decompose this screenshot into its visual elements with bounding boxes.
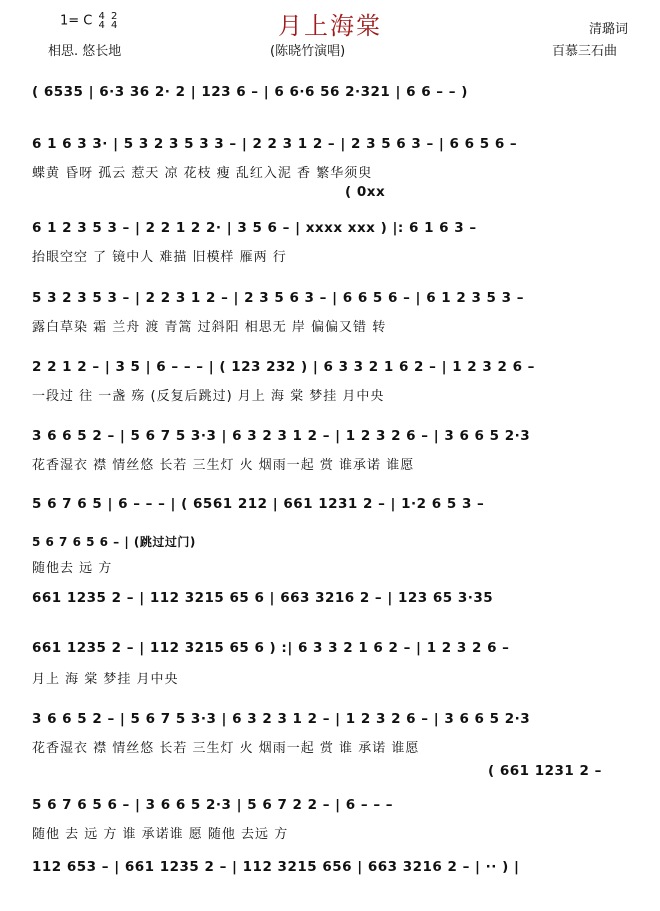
score-line-6: 3 6 6 5 2 – | 5 6 7 5 3·3 | 6 3 2 3 1 2 – | 1 2 3 2 6 – | 3 6 6 5 2·3 — [32, 428, 531, 444]
score-line-10: 661 1235 2 – | 112 3215 65 6 ) :| 6 3 3 2 1 6 2 – | 1 2 3 2 6 – — [32, 640, 510, 656]
meter1-top: 4 — [98, 11, 105, 22]
key-text: 1= C — [60, 13, 93, 29]
score-line-3: 6 1 2 3 5 3 – | 2 2 1 2 2· | 3 5 6 – | xxxx xxx ) |: 6 1 6 3 – — [32, 220, 477, 236]
meter2-top: 2 — [111, 11, 118, 22]
composer: 百慕三石曲 — [552, 44, 618, 59]
score-line-13: 112 653 – | 661 1235 2 – | 112 3215 656 | 663 3216 2 – | ·· ) | — [32, 859, 520, 875]
score-line-4: 5 3 2 3 5 3 – | 2 2 3 1 2 – | 2 3 5 6 3 – | 6 6 5 6 – | 6 1 2 3 5 3 – — [32, 290, 524, 306]
score-line-8: 5 6 7 6 5 6 – | (跳过过门) — [32, 535, 196, 549]
score-line-9: 661 1235 2 – | 112 3215 65 6 | 663 3216 2 – | 123 65 3·35 — [32, 590, 494, 606]
lyricist: 清璐词 — [589, 22, 629, 37]
score-line-12: 5 6 7 6 5 6 – | 3 6 6 5 2·3 | 5 6 7 2 2 – | 6 – – – — [32, 797, 394, 813]
song-title: 月上海棠 — [278, 12, 382, 40]
score-line-11-suffix: ( 661 1231 2 – — [488, 763, 602, 779]
lyric-line-6: 花香湿衣 襟 情丝悠 长若 三生灯 火 烟雨一起 赏 谁承诺 谁愿 — [32, 458, 415, 473]
score-line-2: 6 1 6 3 3· | 5 3 2 3 5 3 3 – | 2 2 3 1 2 – | 2 3 5 6 3 – | 6 6 5 6 – — [32, 136, 518, 152]
lyric-line-11: 花香湿衣 襟 情丝悠 长若 三生灯 火 烟雨一起 赏 谁 承诺 谁愿 — [32, 741, 420, 756]
score-line-5: 2 2 1 2 – | 3 5 | 6 – – – | ( 123 232 ) | 6 3 3 2 1 6 2 – | 1 2 3 2 6 – — [32, 359, 535, 375]
lyric-line-10: 月上 海 棠 梦挂 月中央 — [32, 672, 179, 687]
lyric-line-3: 抬眼空空 了 镜中人 难描 旧模样 雁两 行 — [32, 250, 287, 265]
score-line-7: 5 6 7 6 5 | 6 – – – | ( 6561 212 | 661 1231 2 – | 1·2 6 5 3 – — [32, 496, 485, 512]
score-line-3-prefix: ( 0xx — [345, 184, 386, 200]
meter1-bottom: 4 — [98, 20, 105, 31]
lyric-line-12: 随他 去 远 方 谁 承诺谁 愿 随他 去远 方 — [32, 827, 289, 842]
score-line-11: 3 6 6 5 2 – | 5 6 7 5 3·3 | 6 3 2 3 1 2 – | 1 2 3 2 6 – | 3 6 6 5 2·3 — [32, 711, 531, 727]
tempo-expression: 相思. 悠长地 — [48, 44, 122, 59]
lyric-line-5: 一段过 往 一盏 殇 (反复后跳过) 月上 海 棠 梦挂 月中央 — [32, 389, 385, 404]
singer: (陈晓竹演唱) — [270, 44, 346, 59]
lyric-line-4: 露白草染 霜 兰舟 渡 青篙 过斜阳 相思无 岸 偏偏又错 转 — [32, 320, 387, 335]
lyric-line-2: 蝶黄 昏呀 孤云 惹天 凉 花枝 瘦 乱红入泥 香 繁华须臾 — [32, 166, 373, 181]
lyric-line-8: 随他去 远 方 — [32, 561, 113, 576]
score-line-1: ( 6535 | 6·3 36 2· 2 | 123 6 – | 6 6·6 56 2·321 | 6 6 – – ) — [32, 84, 468, 100]
meter2-bottom: 4 — [111, 20, 118, 31]
